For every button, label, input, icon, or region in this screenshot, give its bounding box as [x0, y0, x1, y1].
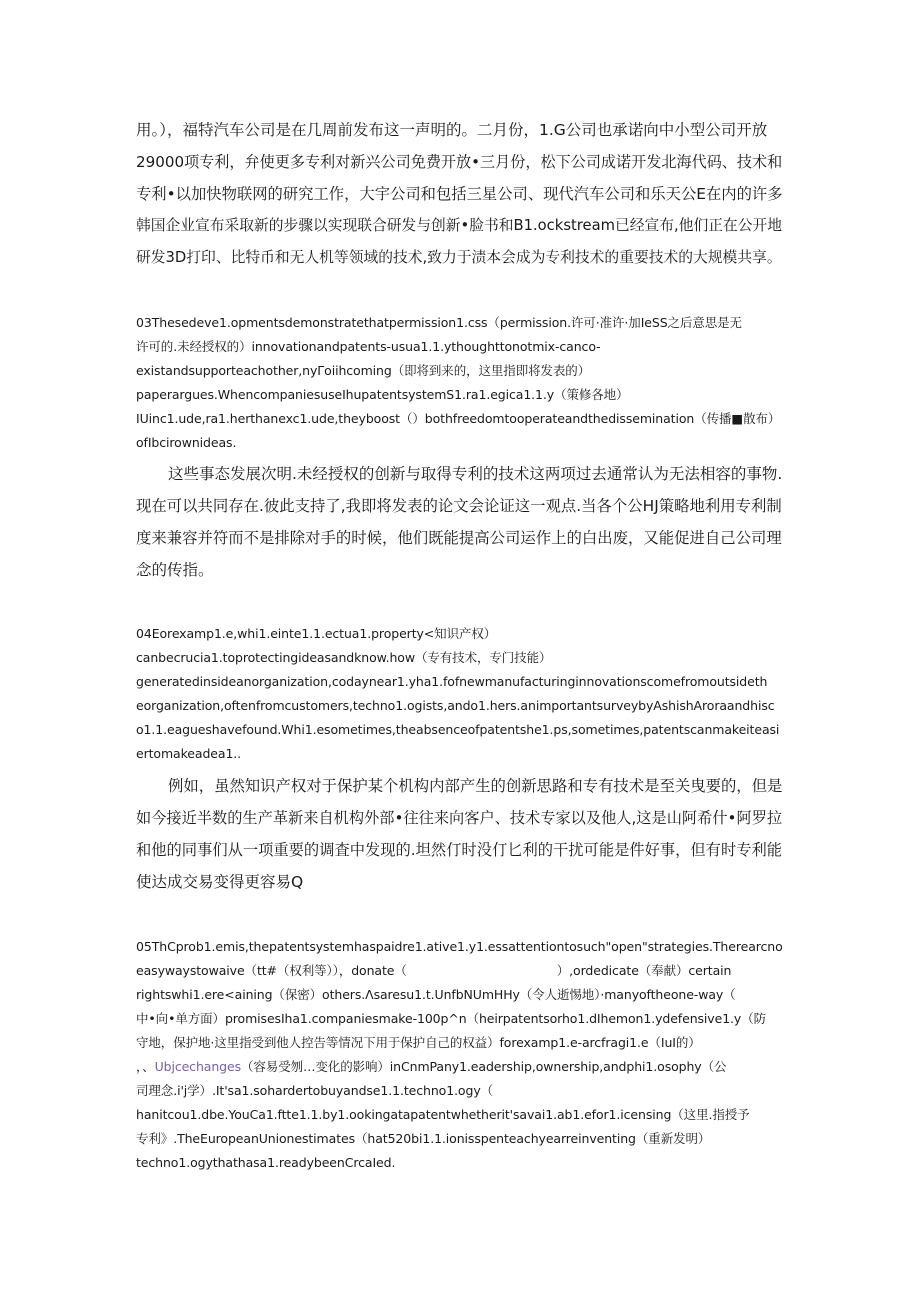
text-line: 29000项专利，弁使更多专利对新兴公司免费开放•三月份，松下公司成诺开发北海代码、技术和	[136, 153, 783, 171]
text-line: 守地，保护地·这里指受到他人控告等情况下用于保护自己的权益）forexamp1.e-arcfragi1.e（IuI的）	[136, 1035, 701, 1050]
text-line: existandsupporteachother,nyΓoiihcoming（即将到来的，这里指即将发表的）	[136, 363, 591, 378]
text-line: 用。），福特汽车公司是在几周前发布这一声明的。二月份，1.G公司也承诺向中小型公司开放	[136, 121, 768, 139]
paragraph-chinese-2	[136, 458, 786, 586]
text-line: 和他的同事们从一项重要的调査中发现的.坦然仃时没仃匕利的干扰可能是件好事，但有时专利能	[136, 841, 783, 859]
paragraph-chinese-1	[136, 114, 786, 274]
text-line: 现在可以共同存在.彼此支持了,我即将发表的论文会论证这一观点.当各个公HJ策略地利用专利制	[136, 497, 782, 515]
paragraph-english-03	[136, 311, 786, 455]
text-fragment: easywaystowaive（tt#（权利等）），donate（	[136, 963, 407, 978]
text-line: ertomakeadea1..	[136, 746, 242, 761]
text-line: 研发3D打印、比特币和无人机等领域的技术,致力于渍本会成为专利技术的重要技术的大规模共享。	[136, 249, 782, 266]
text-line: 度来兼容并符而不是排除对手的时候，他们既能提高公司运作上的白出废，又能促进自己公司理	[136, 529, 782, 547]
text-line: hanitcou1.dbe.YouCa1.ftte1.1.by1.ookingatapatentwhetherit'savai1.ab1.efor1.icensing（这里.指授予	[136, 1107, 750, 1122]
text-line: 司理念.i'j学）.It'sa1.sohardertobuyandse1.1.techno1.ogy（	[136, 1083, 494, 1098]
text-line: IUinc1.ude,ra1.herthanexc1.ude,theyboost（）bothfreedomtooperateandthedissemination（传播■散布）	[136, 411, 781, 426]
text-fragment: ）,ordedicate（奉献）certain	[556, 963, 732, 978]
text-fragment: ，、	[136, 1059, 155, 1074]
text-line: 专利•以加快物联网的研究工作，大宇公司和包括三星公司、现代汽车公司和乐天公E在内的许多	[136, 185, 783, 203]
text-line: 03Thesedeve1.opmentsdemonstratethatpermission1.css（permission.许可·准许·加IeSS之后意思是无	[136, 315, 742, 330]
paragraph-chinese-3	[136, 770, 786, 898]
text-line	[136, 959, 786, 983]
text-line: 例如，虽然知识产权对于保护某个机构内部产生的创新思路和专有技术是至关曳要的，但是	[168, 777, 783, 795]
text-line: 中•向•单方面）promisesIha1.companiesmake-100p^n（heirpatentsorho1.dIhemon1.ydefensive1.y（防	[136, 1011, 767, 1026]
text-line: 使达成交易变得更容易Q	[136, 873, 304, 891]
text-line: 专利》.TheEuropeanUnionestimates（hat520bi1.1.ionisspenteachyearreinventing（重新发明）	[136, 1131, 711, 1146]
text-line: 05ThCprob1.emis,thepatentsystemhaspaidre1.ative1.y1.essattentiontosuch"open"strategies.Therearcno	[136, 939, 783, 954]
text-fragment: （容易受刎…变化的影响）inCnmPany1.eadership,ownership,andphi1.osophy（公	[241, 1059, 727, 1074]
text-line	[136, 1055, 786, 1079]
text-line: 韩国企业宣布采取新的步骤以实现联合研发与创新•脸书和B1.ockstream已经宣布,他们正在公开地	[136, 217, 782, 234]
text-line: 如今接近半数的生产革新来自机构外部•往往来向客户、技术专家以及他人,这是山阿希什•阿罗拉	[136, 809, 783, 827]
paragraph-english-04	[136, 622, 786, 766]
text-line: ofIbcirownideas.	[136, 435, 237, 450]
text-line: eorganization,oftenfromcustomers,techno1.ogists,ando1.hers.animportantsurveybyAshishAroraandhisc	[136, 698, 775, 713]
text-line: rightswhi1.ere<aining（保密）others.Λsaresu1.t.UnfbNUmHHy（令人逝惕地）·manyoftheone-way（	[136, 987, 736, 1002]
text-line: paperargues.WhencompaniesuseIhupatentsystemS1.ra1.egica1.1.y（策修各地）	[136, 387, 629, 402]
text-line: 04Eorexamp1.e,whi1.einte1.1.ectua1.property<知识产权）	[136, 626, 497, 641]
paragraph-english-05	[136, 935, 786, 1175]
text-line: 许可的.未经授权的）innovationandpatents-usua1.1.ythoughttonotmix-canco-	[136, 339, 601, 354]
text-line: canbecrucia1.toprotectingideasandknow.how（专有技术，专门技能）	[136, 650, 552, 665]
text-line: 念的传指。	[136, 561, 214, 579]
text-line: 这些事态发展次明.未经授权的创新与取得专利的技术这两项过去通常认为无法相容的事物.	[168, 465, 783, 483]
text-line: techno1.ogythathasa1.readybeenCrcaIed.	[136, 1155, 396, 1170]
text-line: o1.1.eagueshavefound.Whi1.esometimes,theabsenceofpatentshe1.ps,sometimes,patentscanmakeiteasi	[136, 722, 780, 737]
highlighted-term: Ubjcechanges	[154, 1059, 241, 1074]
text-line: generatedinsideanorganization,codaynear1.yha1.fofnewmanufacturinginnovationscomefromoutsideth	[136, 674, 768, 689]
